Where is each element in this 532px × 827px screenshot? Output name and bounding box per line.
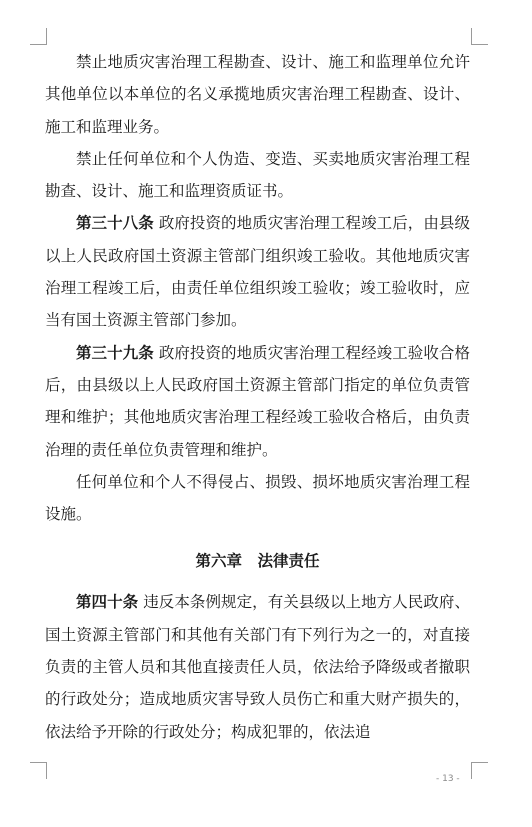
chapter-number: 第六章 <box>195 552 242 571</box>
article-number: 第三十九条 <box>76 343 154 362</box>
chapter-heading <box>45 545 470 577</box>
article-text: 违反本条例规定，有关县级以上地方人民政府、国土资源主管部门和其他有关部门有下列行为之一的，对直接负责的主管人员和其他直接责任人员，依法给予降级或者撤职的行政处分；造成地质灾害导致人员伤亡和重大财产损失的，依法给予开除的行政处分；构成犯罪的，依法追 <box>45 593 470 741</box>
document-body <box>45 46 470 748</box>
chapter-title: 法律责任 <box>257 552 320 571</box>
page-number: - 13 - <box>436 774 460 784</box>
article-40 <box>45 586 470 747</box>
article-text: 政府投资的地质灾害治理工程经竣工验收合格后，由县级以上人民政府国土资源主管部门指定的单位负责管理和维护；其他地质灾害治理工程经竣工验收合格后，由负责治理的责任单位负责管理和维护。 <box>45 343 470 459</box>
paragraph-5: 任何单位和个人不得侵占、损毁、损坏地质灾害治理工程设施。 <box>45 472 470 524</box>
crop-mark-top-left <box>30 28 47 45</box>
article-number: 第四十条 <box>76 593 139 612</box>
crop-mark-top-right <box>471 28 488 45</box>
article-number: 第三十八条 <box>76 214 154 233</box>
crop-mark-bottom-left <box>30 762 47 779</box>
paragraph-1: 禁止地质灾害治理工程勘查、设计、施工和监理单位允许其他单位以本单位的名义承揽地质灾害治理工程勘查、设计、施工和监理业务。 <box>45 53 470 136</box>
article-39 <box>45 337 470 466</box>
article-text: 政府投资的地质灾害治理工程竣工后，由县级以上人民政府国土资源主管部门组织竣工验收。其他地质灾害治理工程竣工后，由责任单位组织竣工验收；竣工验收时，应当有国土资源主管部门参加。 <box>45 214 470 330</box>
article-38 <box>45 207 470 336</box>
paragraph-2: 禁止任何单位和个人伪造、变造、买卖地质灾害治理工程勘查、设计、施工和监理资质证书。 <box>45 149 470 201</box>
